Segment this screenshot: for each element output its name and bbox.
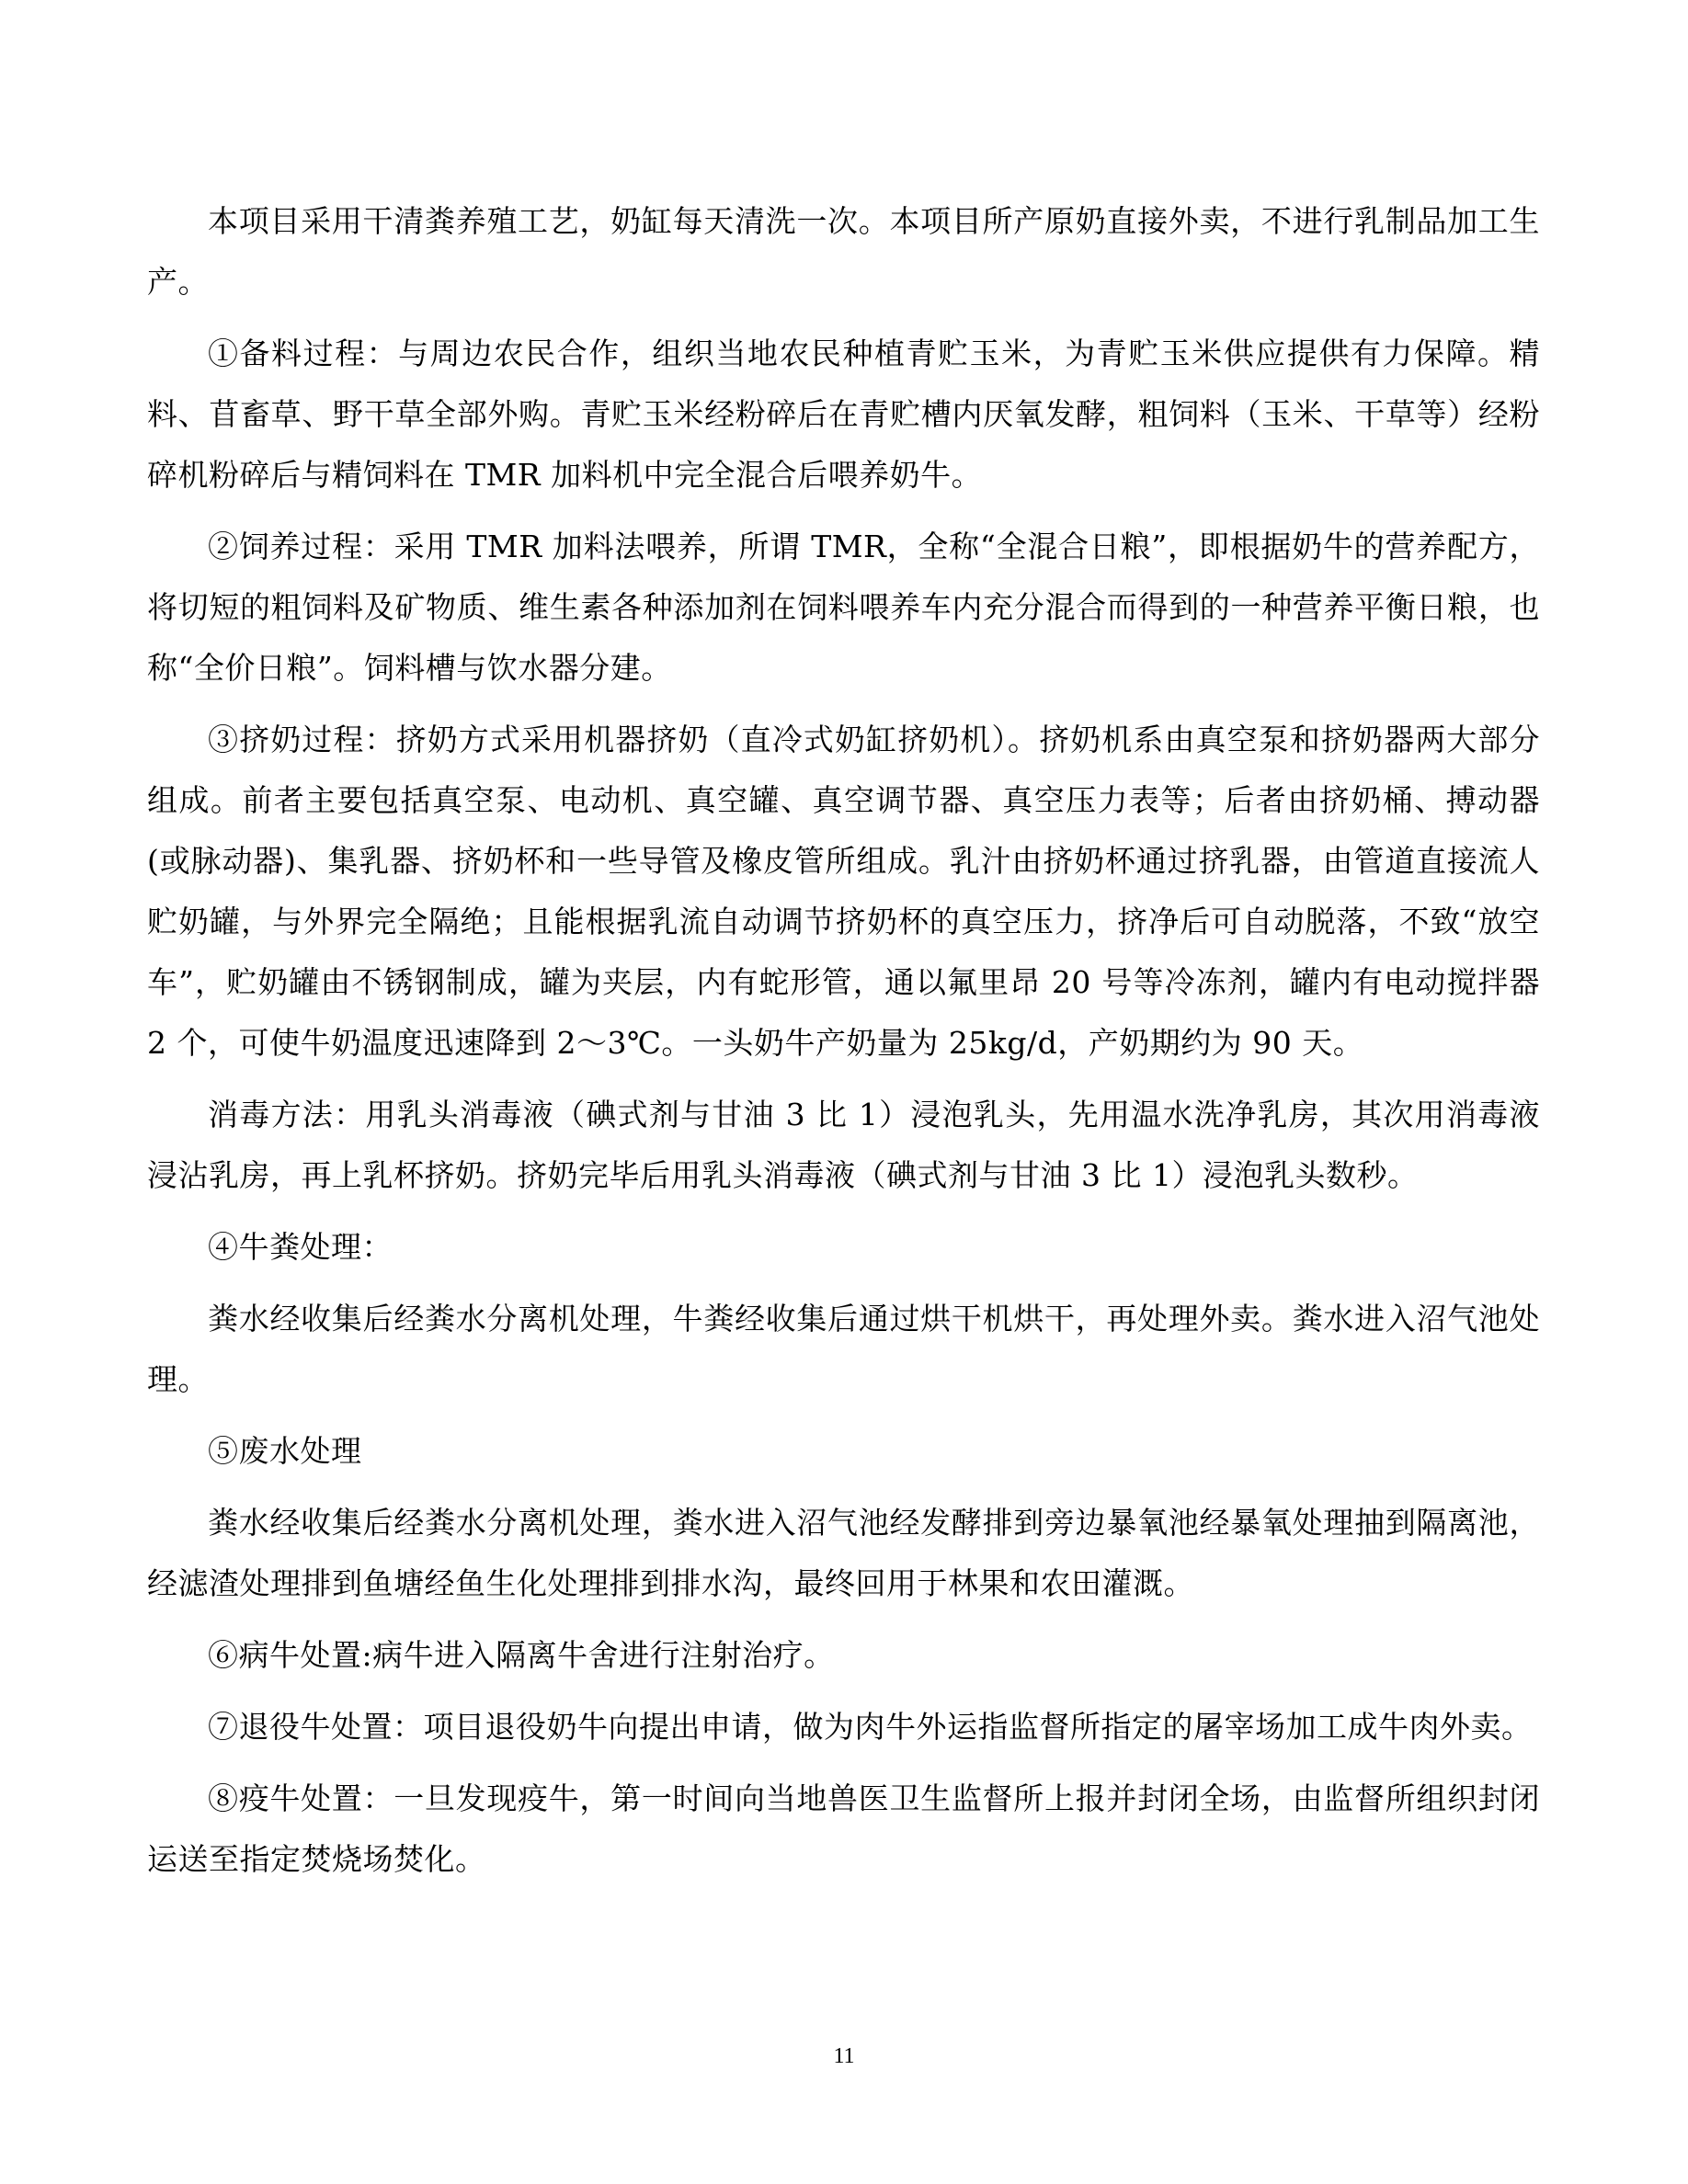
paragraph-feed-preparation: ①备料过程：与周边农民合作，组织当地农民种植青贮玉米，为青贮玉米供应提供有力保障。精料、苜畜草、野干草全部外购。青贮玉米经粉碎后在青贮槽内厌氧发酵，粗饲料（玉米、干草等）经粉碎机粉碎后与精饲料在 TMR 加料机中完全混合后喂养奶牛。 xyxy=(147,336,1540,493)
paragraph-process-intro: 本项目采用干清粪养殖工艺，奶缸每天清洗一次。本项目所产原奶直接外卖，不进行乳制品加工生产。 xyxy=(147,203,1540,300)
document-body xyxy=(147,191,1540,1901)
paragraph-retired-cattle: ⑦退役牛处置：项目退役奶牛向提出申请，做为肉牛外运指监督所指定的屠宰场加工成牛肉外卖。 xyxy=(208,1709,1533,1745)
paragraph-diseased-cattle: ⑧疫牛处置：一旦发现疫牛，第一时间向当地兽医卫生监督所上报并封闭全场，由监督所组织封闭运送至指定焚烧场焚化。 xyxy=(147,1780,1540,1877)
paragraph-milking-process: ③挤奶过程：挤奶方式采用机器挤奶（直冷式奶缸挤奶机）。挤奶机系由真空泵和挤奶器两大部分组成。前者主要包括真空泵、电动机、真空罐、真空调节器、真空压力表等；后者由挤奶桶、搏动器(或脉动器)、集乳器、挤奶杯和一些导管及橡皮管所组成。乳汁由挤奶杯通过挤乳器，由管道直接流人贮奶罐，与外界完全隔绝；且能根据乳流自动调节挤奶杯的真空压力，挤净后可自动脱落，不致“放空车”，贮奶罐由不锈钢制成，罐为夹层，内有蛇形管，通以氟里昂 20 号等冷冻剂，罐内有电动搅拌器 2 个，可使牛奶温度迅速降到 2～3℃。一头奶牛产奶量为 25kg/d，产奶期约为 90 天。 xyxy=(147,722,1540,1061)
paragraph-sick-cattle: ⑥病牛处置:病牛进入隔离牛舍进行注射治疗。 xyxy=(208,1637,835,1673)
paragraph-disinfection-method: 消毒方法：用乳头消毒液（碘式剂与甘油 3 比 1）浸泡乳头，先用温水洗净乳房，其次用消毒液浸沾乳房，再上乳杯挤奶。挤奶完毕后用乳头消毒液（碘式剂与甘油 3 比 1）浸泡乳头数秒。 xyxy=(147,1097,1540,1193)
heading-manure-treatment: ④牛粪处理： xyxy=(208,1229,393,1265)
page-number: 11 xyxy=(833,2044,855,2068)
paragraph-wastewater-treatment: 粪水经收集后经粪水分离机处理，粪水进入沼气池经发酵排到旁边暴氧池经暴氧处理抽到隔离池，经滤渣处理排到鱼塘经鱼生化处理排到排水沟，最终回用于林果和农田灌溉。 xyxy=(147,1505,1540,1601)
paragraph-feeding-process: ②饲养过程：采用 TMR 加料法喂养，所谓 TMR，全称“全混合日粮”，即根据奶牛的营养配方，将切短的粗饲料及矿物质、维生素各种添加剂在饲料喂养车内充分混合而得到的一种营养平衡日粮，也称“全价日粮”。饲料槽与饮水器分建。 xyxy=(147,529,1540,686)
heading-wastewater-treatment: ⑤废水处理 xyxy=(208,1433,362,1469)
paragraph-manure-treatment: 粪水经收集后经粪水分离机处理，牛粪经收集后通过烘干机烘干，再处理外卖。粪水进入沼气池处理。 xyxy=(147,1301,1540,1397)
